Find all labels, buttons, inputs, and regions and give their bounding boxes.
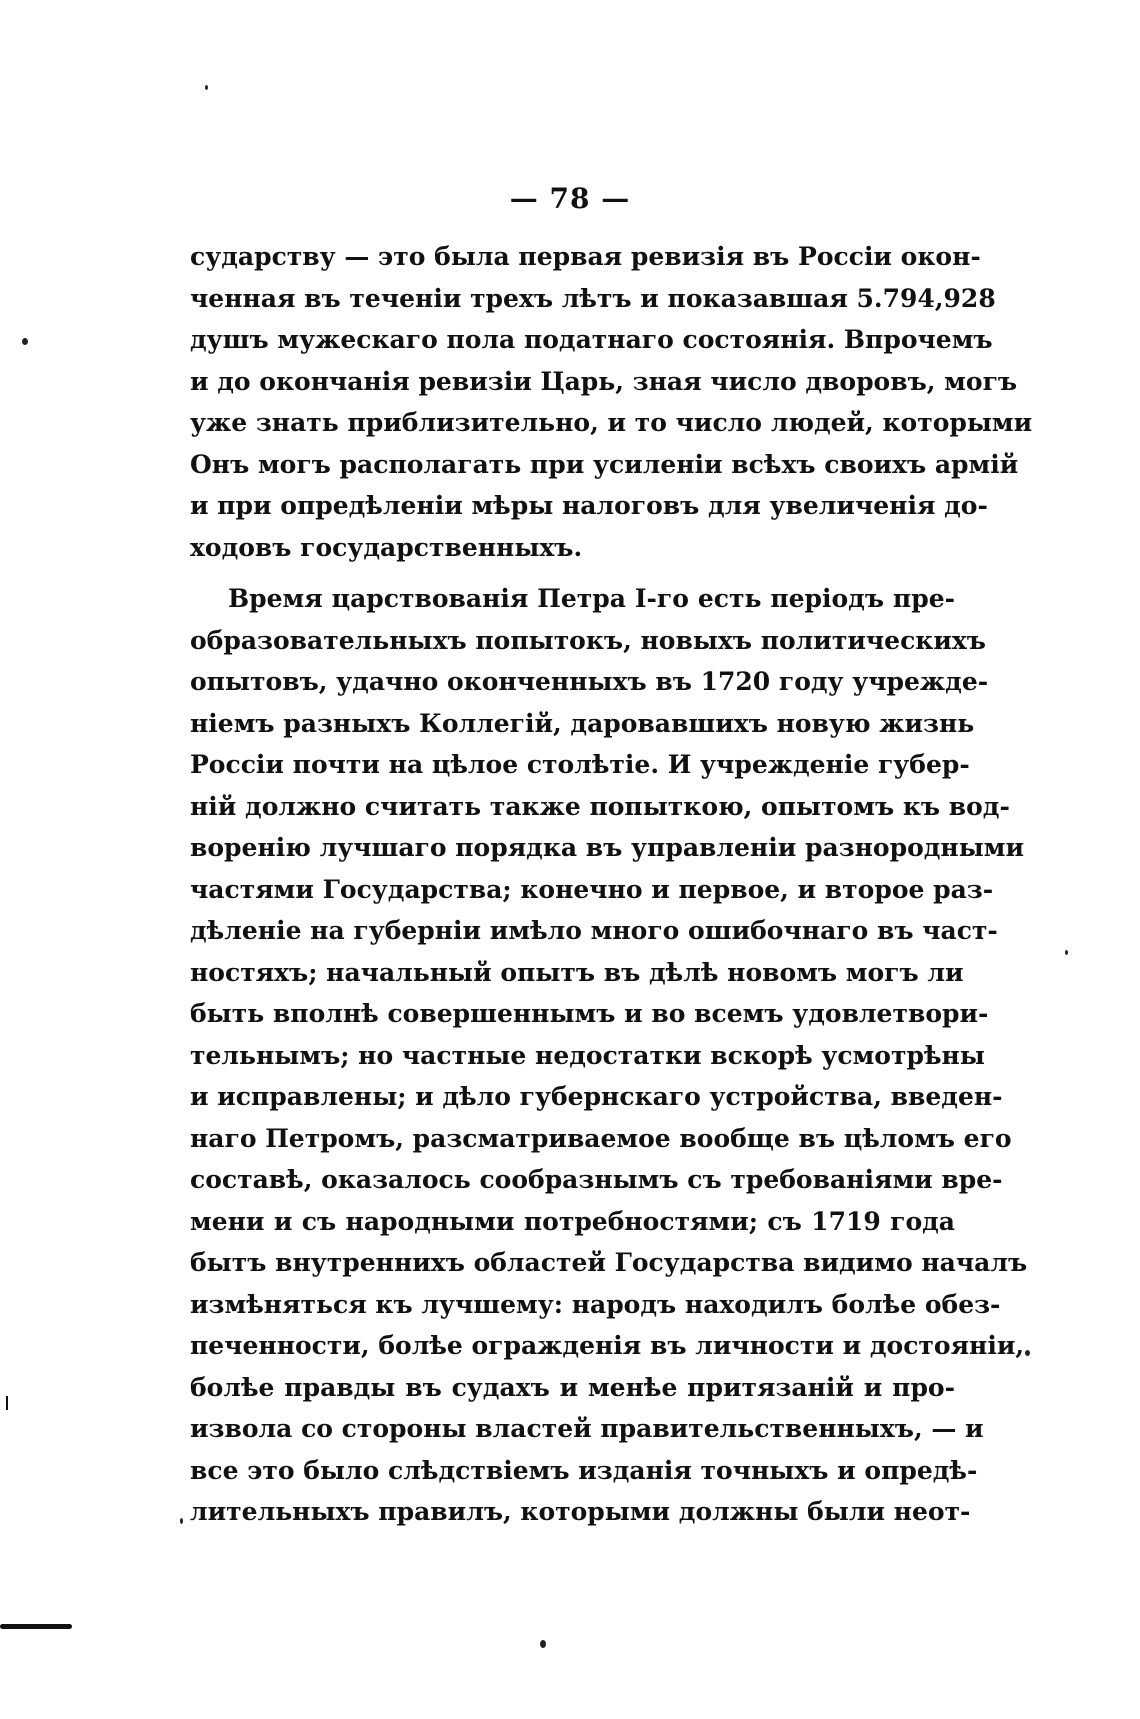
text-line: быть вполнѣ совершеннымъ и во всемъ удовлетвори- <box>190 999 989 1028</box>
text-line: ніемъ разныхъ Коллегій, даровавшихъ новую жизнь <box>190 708 975 738</box>
text-line: извола со стороны властей правительственныхъ, — и <box>190 1414 984 1443</box>
text-line: и до окончанія ревизіи Царь, зная число дворовъ, могъ <box>190 366 1018 396</box>
text-line: мени и съ народными потребностями; съ 1719 года <box>190 1206 955 1236</box>
scan-speck <box>540 1640 546 1648</box>
text-line: составѣ, оказалось сообразнымъ съ требованіями вре- <box>190 1165 1003 1194</box>
text-line: печенности, болѣе огражденія въ личности и достояніи, <box>190 1331 1025 1360</box>
scan-speck <box>205 85 208 90</box>
text-line: Онъ могъ располагать при усиленіи всѣхъ своихъ армій <box>190 449 1019 479</box>
paragraph-2 <box>190 578 1028 1533</box>
text-line: и при опредѣленіи мѣры налоговъ для увеличенія до- <box>190 491 988 520</box>
page-number: — 78 — <box>509 182 631 215</box>
text-line: образовательныхъ попытокъ, новыхъ политическихъ <box>190 625 986 655</box>
text-line: ностяхъ; начальный опытъ въ дѣлѣ новомъ могъ ли <box>190 957 964 987</box>
text-line: бытъ внутреннихъ областей Государства видимо началъ <box>190 1248 1028 1277</box>
text-line: опытовъ, удачно оконченныхъ въ 1720 году учрежде- <box>190 667 989 696</box>
scan-speck <box>1025 1350 1030 1356</box>
scan-edge-mark <box>0 1624 72 1629</box>
text-line: частями Государства; конечно и первое, и второе раз- <box>190 874 994 904</box>
text-line: ходовъ государственныхъ. <box>190 532 583 562</box>
text-line: сударству — это была первая ревизія въ Россіи окон- <box>190 242 981 271</box>
text-line: болѣе правды въ судахъ и менѣе притязаній и про- <box>190 1372 955 1402</box>
text-line: воренію лучшаго порядка въ управленіи разнородными <box>190 833 1025 862</box>
text-line: и исправлены; и дѣло губернскаго устройства, введен- <box>190 1082 1003 1111</box>
text-line: дѣленіе на губерніи имѣло много ошибочнаго въ част- <box>190 916 998 945</box>
text-line: измѣняться къ лучшему: народъ находилъ болѣе обез- <box>190 1289 1001 1319</box>
text-line: Время царствованія Петра I-го есть періодъ пре- <box>228 584 955 613</box>
text-line: все это было слѣдствіемъ изданія точныхъ и опредѣ- <box>190 1455 978 1485</box>
text-line: Россіи почти на цѣлое столѣтіе. И учрежденіе губер- <box>190 750 970 779</box>
scan-speck <box>180 1518 183 1524</box>
scan-speck <box>1065 950 1068 955</box>
text-line: тельнымъ; но частные недостатки вскорѣ усмотрѣны <box>190 1040 985 1070</box>
text-line: уже знать приблизительно, и то число людей, которыми <box>190 408 1033 437</box>
scan-edge-mark <box>6 1396 8 1410</box>
body-text <box>190 236 1033 1533</box>
scan-speck <box>22 338 28 345</box>
text-line: ній должно считать также попыткою, опытомъ къ вод- <box>190 791 1010 821</box>
paragraph-1 <box>190 236 1033 568</box>
text-line: наго Петромъ, разсматриваемое вообще въ цѣломъ его <box>190 1123 1012 1153</box>
text-line: душъ мужескаго пола податнаго состоянія. Впрочемъ <box>190 325 993 354</box>
text-line: лительныхъ правилъ, которыми должны были неот- <box>190 1497 971 1526</box>
text-line: ченная въ теченіи трехъ лѣтъ и показавшая 5.794,928 <box>190 283 996 313</box>
